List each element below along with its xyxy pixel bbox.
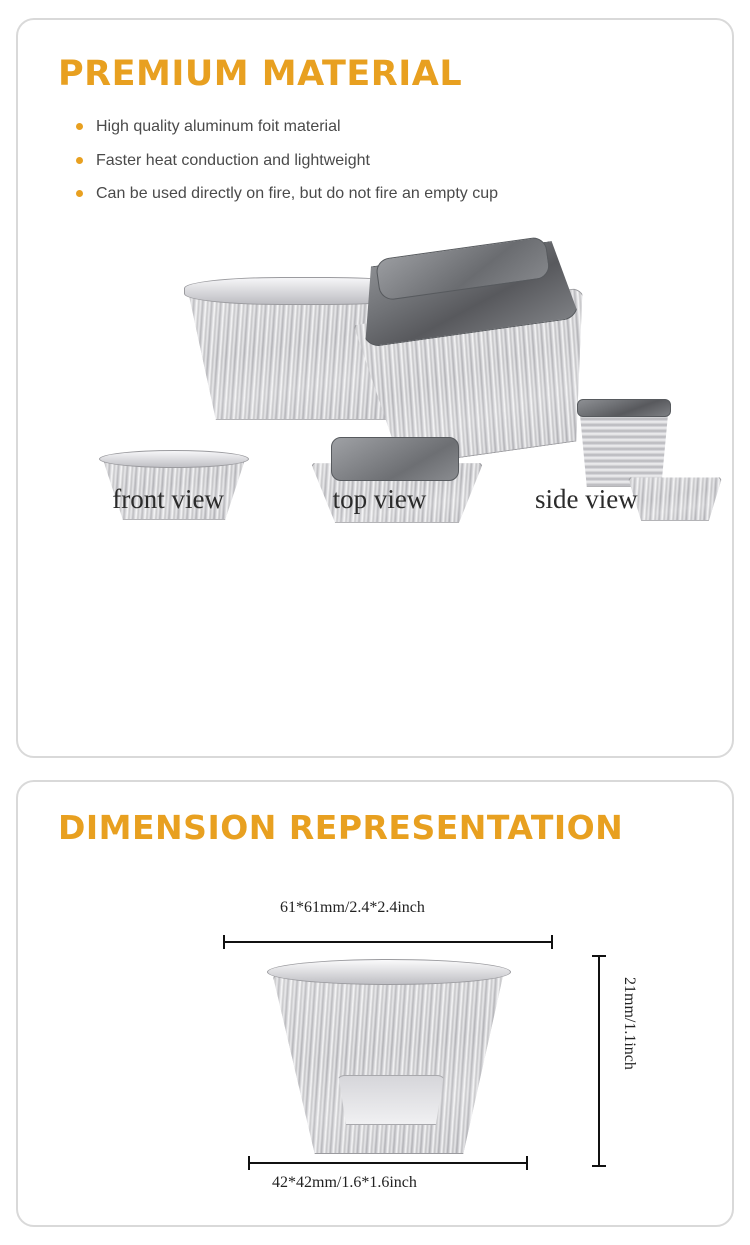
foil-tray-outer [273,967,505,1154]
feature-list [58,110,692,211]
dimension-top-arrow [223,941,553,943]
foil-tray-inner-base [335,1075,447,1125]
label-side-view: side view [534,483,638,514]
plastic-lid-top-view [331,437,459,481]
label-front-view: front view [112,483,225,514]
list-item: Faster heat conduction and lightweight [76,144,692,178]
foil-tray-dimension-view [273,967,513,1167]
view-labels-row [58,484,692,515]
dimension-bottom-label: 42*42mm/1.6*1.6inch [272,1174,417,1191]
dimension-representation-panel [16,780,734,1227]
section-title: DIMENSION REPRESENTATION [58,808,624,847]
foil-tray-top-rim [267,959,511,985]
dimension-diagram [58,857,692,1191]
plastic-lid-stack-top [577,399,671,417]
hero-product-illustration [58,233,692,533]
premium-material-panel [16,18,734,758]
list-item: High quality aluminum foit material [76,110,692,144]
label-top-view: top view [332,483,427,514]
list-item: Can be used directly on fire, but do not fire an empty cup [76,177,692,211]
dimension-right-arrow [598,955,600,1167]
dimension-bottom-arrow [248,1162,528,1164]
dimension-right-label: 21mm/1.1inch [621,977,638,1070]
foil-tray-front-rim [99,450,249,468]
page-title: PREMIUM MATERIAL [58,54,463,94]
dimension-top-label: 61*61mm/2.4*2.4inch [280,899,425,916]
